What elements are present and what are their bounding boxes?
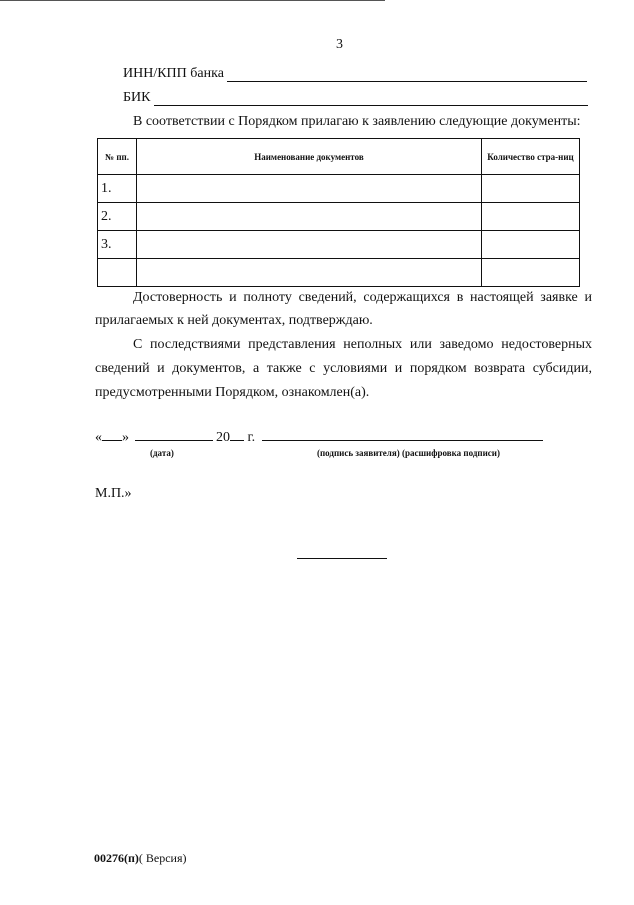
document-name-cell: [137, 175, 482, 203]
consequences-paragraph-line2: сведений и документов, а также с условиями и порядком возврата субсидии,: [95, 361, 592, 376]
year-blank-line: [230, 428, 244, 441]
table-row: [98, 231, 580, 259]
page-count-cell: [482, 259, 580, 287]
inn-kpp-blank-line: [227, 68, 587, 82]
year-prefix: 20: [216, 430, 230, 445]
day-blank-line: [102, 428, 122, 441]
table-header-row: [98, 139, 580, 175]
inn-kpp-label: ИНН/КПП банка: [123, 66, 224, 81]
open-quote: «: [95, 430, 102, 445]
stamp-place-label: М.П.»: [95, 486, 132, 501]
footer-document-code: [94, 851, 187, 866]
signature-date-row: [95, 428, 543, 446]
header-count: Количество стра-ниц: [482, 139, 580, 175]
month-blank-line: [135, 428, 213, 441]
row-number: [98, 259, 137, 287]
end-divider-line: [297, 558, 387, 559]
row-number: 3.: [98, 231, 137, 259]
page-count-cell: [482, 203, 580, 231]
footer-version: ( Версия): [138, 851, 187, 865]
document-name-cell: [137, 259, 482, 287]
inn-kpp-field: [123, 66, 587, 82]
bik-blank-line: [154, 92, 588, 106]
page-number: 3: [336, 37, 343, 52]
document-name-cell: [137, 231, 482, 259]
footer-code: 00276(п): [94, 851, 139, 865]
page-count-cell: [482, 231, 580, 259]
confirmation-paragraph-line2: прилагаемых к ней документах, подтверждаю.: [95, 313, 373, 328]
close-quote: »: [122, 430, 129, 445]
row-number: 2.: [98, 203, 137, 231]
document-name-cell: [137, 203, 482, 231]
date-caption: (дата): [150, 448, 174, 458]
header-num: № пп.: [98, 139, 137, 175]
confirmation-paragraph-line1: Достоверность и полноту сведений, содержащихся в настоящей заявке и: [133, 290, 592, 305]
consequences-paragraph-line3: предусмотренными Порядком, ознакомлен(а).: [95, 385, 370, 400]
signature-blank-line: [262, 428, 543, 441]
documents-table: [97, 138, 580, 287]
year-suffix: г.: [247, 430, 256, 445]
bik-field: [123, 90, 588, 106]
top-border-line: [0, 0, 385, 1]
consequences-paragraph-line1: С последствиями представления неполных или заведомо недостоверных: [133, 337, 592, 352]
signature-caption: (подпись заявителя) (расшифровка подписи): [317, 448, 500, 458]
documents-intro: В соответствии с Порядком прилагаю к заявлению следующие документы:: [133, 114, 581, 129]
row-number: 1.: [98, 175, 137, 203]
table-row: [98, 175, 580, 203]
table-row: [98, 259, 580, 287]
bik-label: БИК: [123, 90, 151, 105]
table-row: [98, 203, 580, 231]
header-name: Наименование документов: [137, 139, 482, 175]
page-count-cell: [482, 175, 580, 203]
